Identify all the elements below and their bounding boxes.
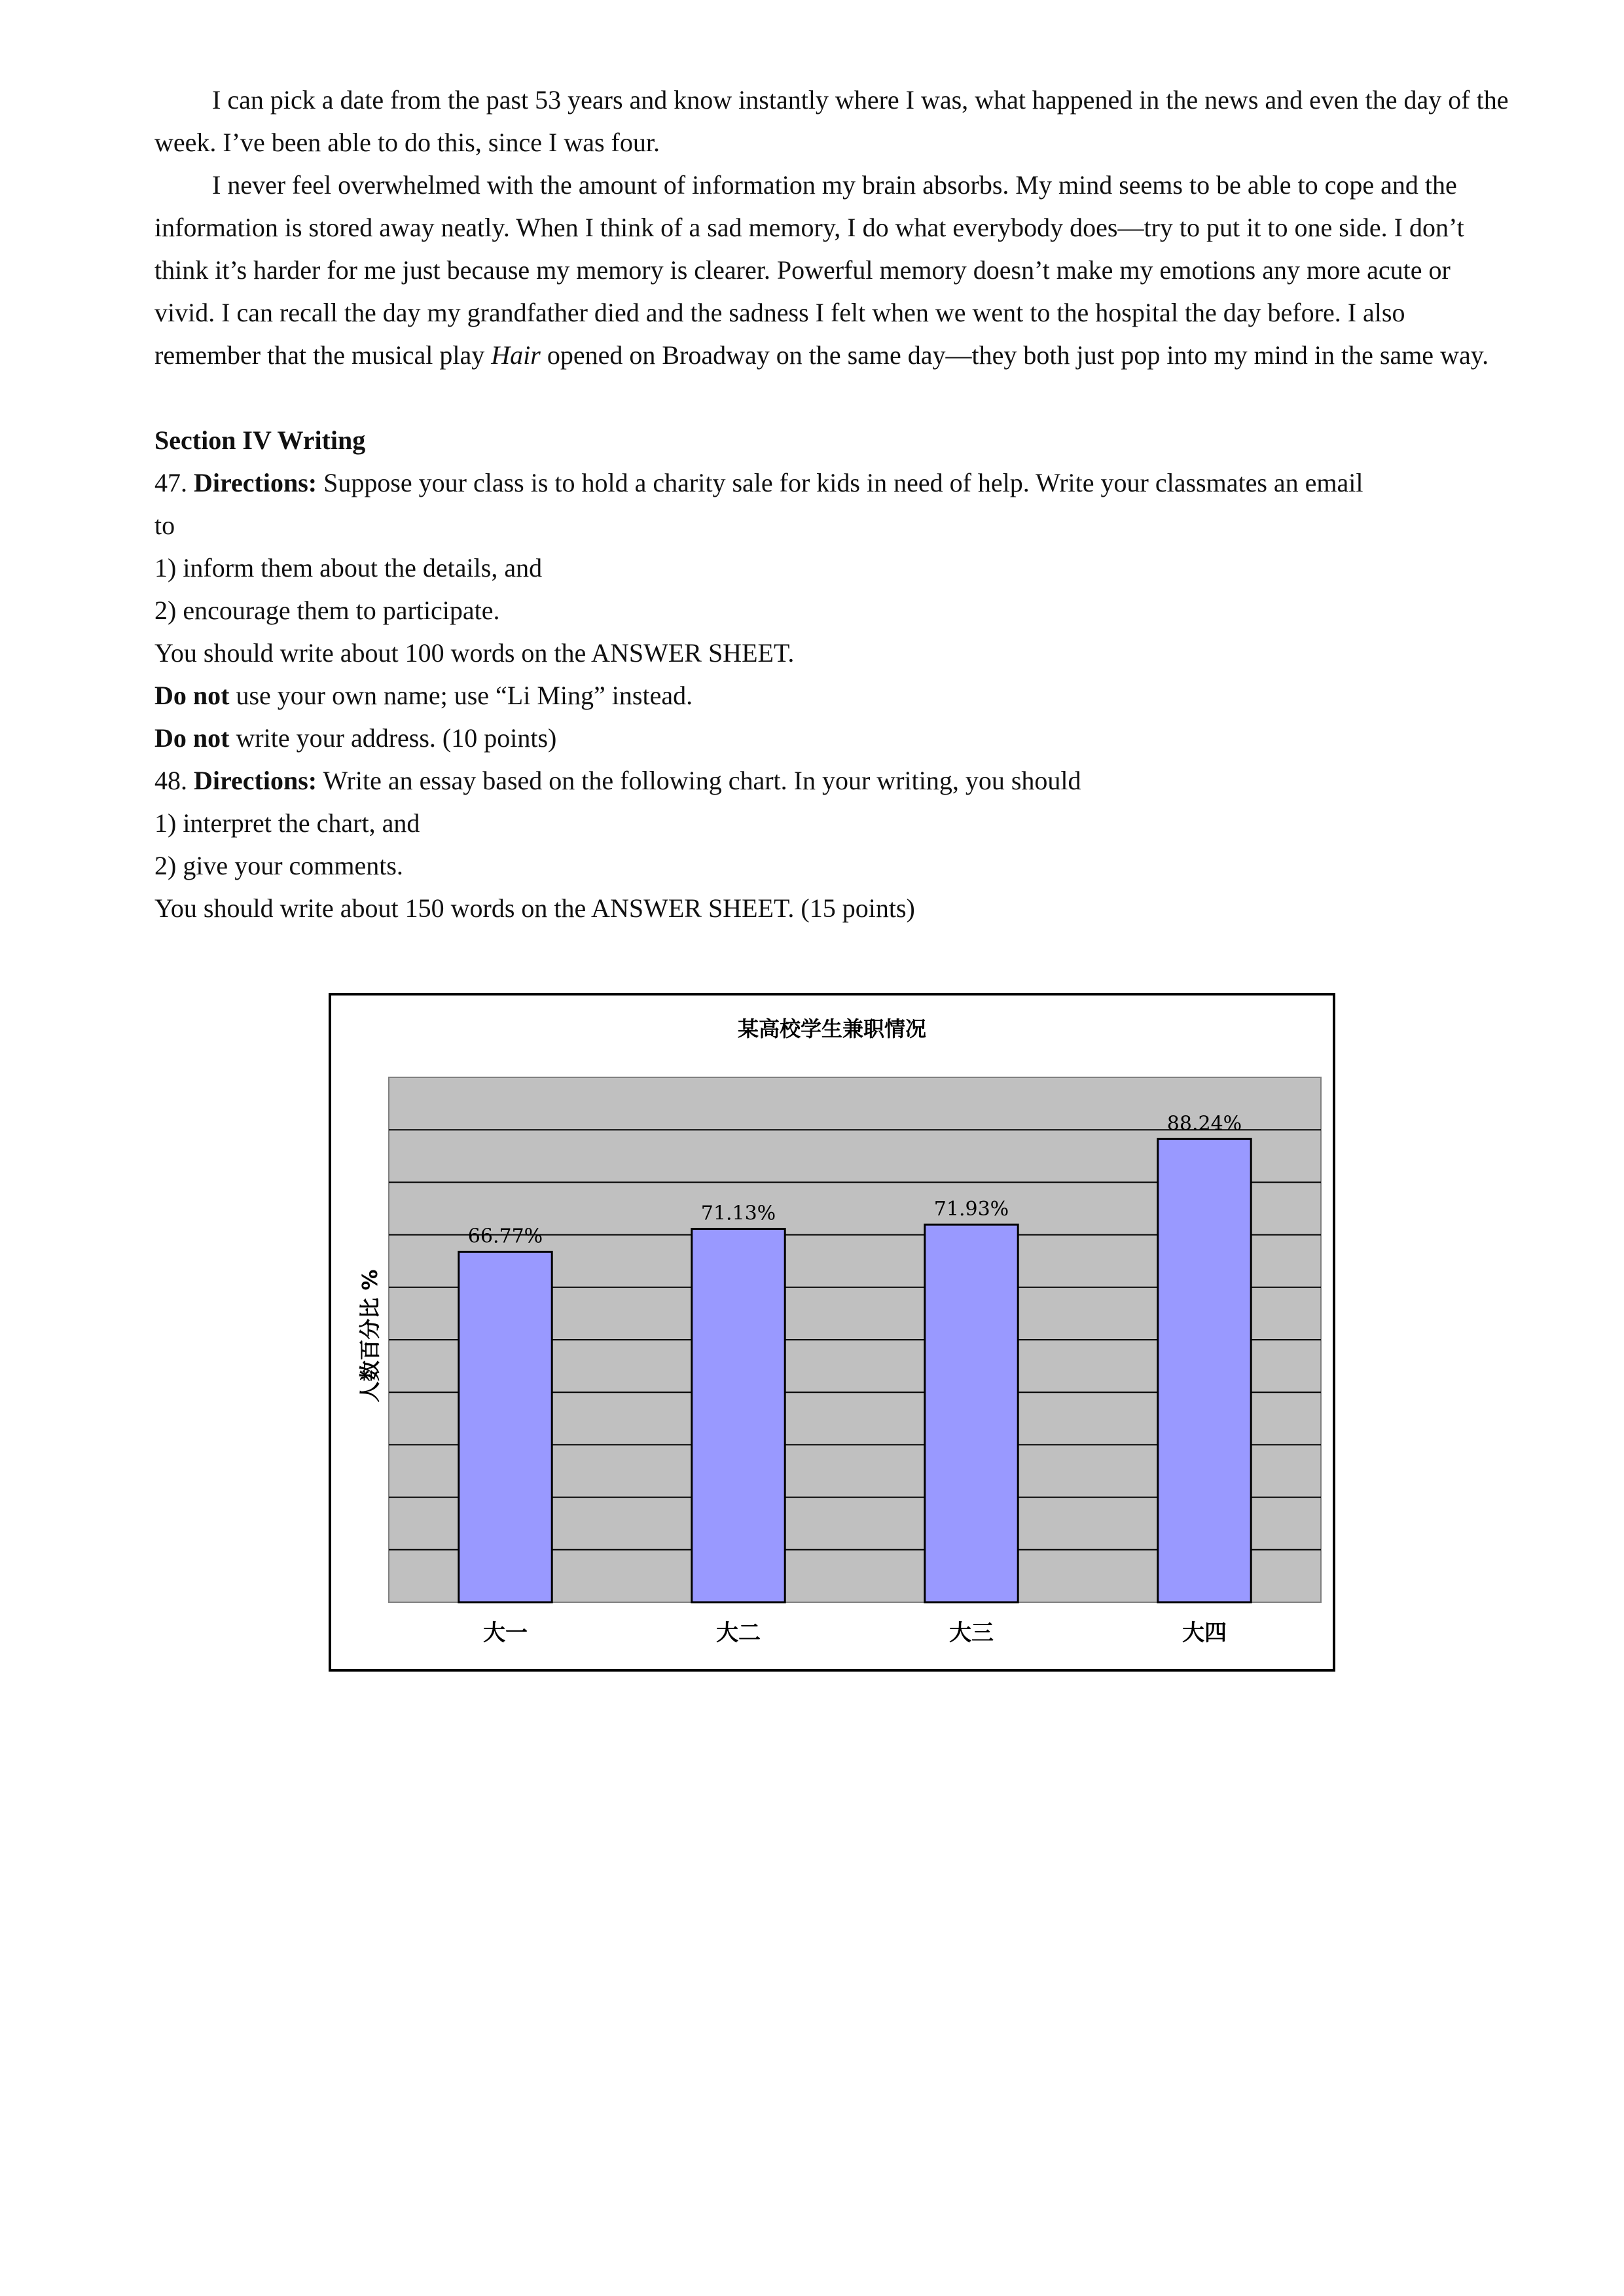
q47-directions (154, 461, 1516, 504)
bar-4 (1158, 1139, 1251, 1602)
q47-directions-label: Directions: (194, 468, 317, 497)
passage-paragraph-2-text-a: I never feel overwhelmed with the amount of information my brain absorbs. My mind seems to be able to cope and the information is stored away neatly. When I think of a sad memory, I do what everybody does—try to put it to one side. I don’t think it’s harder for me just because my memory is clearer. Powerful memory doesn’t make my emotions any more acute or vivid. I can recall the day my grandfather died and the sadness I felt when we went to the hospital the day before. I also remember that the musical play (154, 170, 1464, 370)
section-heading: Section IV Writing (154, 425, 366, 455)
q47-note-name (154, 674, 1516, 717)
bar-1 (459, 1252, 552, 1602)
bar-chart (331, 996, 1333, 1669)
category-label-3: 大三 (949, 1620, 994, 1646)
category-labels (483, 1620, 1227, 1646)
passage-paragraph-1: I can pick a date from the past 53 years and know instantly where I was, what happened in the news and even the day of the week. I’ve been able to do this, since I was four. (154, 85, 1509, 157)
q47-number: 47. (154, 468, 194, 497)
q47-directions-text: Suppose your class is to hold a charity sale for kids in need of help. Write your classmates an email (317, 468, 1363, 497)
bar-3 (925, 1225, 1018, 1602)
category-label-1: 大一 (483, 1620, 528, 1646)
value-label-4: 88.24% (1166, 1112, 1242, 1136)
q48-directions-text: Write an essay based on the following chart. In your writing, you should (317, 766, 1081, 795)
q47-note-address-text: write your address. (10 points) (229, 723, 557, 753)
value-label-2: 71.13% (700, 1202, 776, 1225)
q48-number: 48. (154, 766, 194, 795)
q48-item-1: 1) interpret the chart, and (154, 808, 420, 838)
passage-paragraph-2 (154, 164, 1516, 376)
document-page (154, 79, 1516, 929)
category-label-2: 大二 (716, 1620, 761, 1646)
q47-word-count: You should write about 100 words on the ANSWER SHEET. (154, 638, 795, 668)
chart-title: 某高校学生兼职情况 (737, 1016, 927, 1041)
y-axis-label: 人数百分比 % (357, 1269, 382, 1403)
bar-2 (692, 1229, 785, 1602)
q47-donot-1: Do not (154, 681, 230, 710)
category-label-4: 大四 (1182, 1620, 1227, 1646)
q47-to: to (154, 511, 175, 540)
q47-note-name-text: use your own name; use “Li Ming” instead. (229, 681, 693, 710)
chart-frame (329, 993, 1335, 1672)
q48-item-2: 2) give your comments. (154, 851, 403, 880)
passage-paragraph-2-text-b: opened on Broadway on the same day—they both just pop into my mind in the same way. (540, 340, 1489, 370)
q47-item-1: 1) inform them about the details, and (154, 553, 543, 583)
q48-word-count: You should write about 150 words on the ANSWER SHEET. (15 points) (154, 893, 915, 923)
q47-item-2: 2) encourage them to participate. (154, 596, 500, 625)
q47-note-address (154, 717, 1516, 759)
value-label-3: 71.93% (933, 1198, 1009, 1221)
value-label-1: 66.77% (467, 1225, 543, 1248)
q48-directions-label: Directions: (194, 766, 317, 795)
q47-donot-2: Do not (154, 723, 230, 753)
play-title: Hair (491, 340, 541, 370)
q48-directions (154, 759, 1516, 802)
